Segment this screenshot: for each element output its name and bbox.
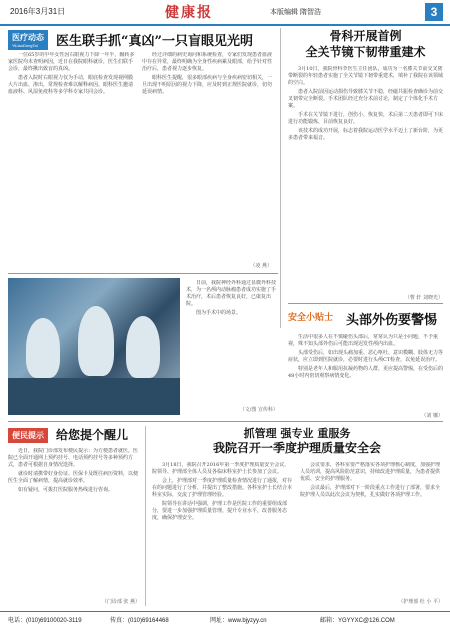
article1-headline: 医生联手抓“真凶”一只盲眼见光明 [56,34,253,49]
article4-para: 近日，我院门诊部发布便民提示：为方便患者就医，医院已全面开通网上预约挂号、电话预约挂号等多种预约方式，患者可根据自身情况选择。 [8,448,139,468]
photo-table [8,378,180,415]
article3-headline: 头部外伤要警惕 [346,313,438,328]
caption-author: （文/图 宣传科） [239,407,278,413]
masthead: 健康报 [165,5,213,21]
article4-para: 就诊时请携带好身份证、医保卡及既往病历资料，以便医生全面了解病情，提高就诊效率。 [8,471,139,484]
article2-headline-line2: 全关节镜下韧带重建术 [305,45,426,59]
article1-body-col2 [142,52,272,262]
column-divider [280,28,281,328]
article3-para: 特别是老年人和服用抗凝药物的人群，更应提高警惕，在受伤后的48小时内密切观察病情变化。 [288,366,443,379]
page-number: 3 [425,3,443,21]
article1-para: 患者入院时右眼视力仅为手动，眼底检查发现视网膜大片出血、渗出，常规检查难以解释病因。眼科医生邀请血液科、风湿免疫科等多学科专家共同会诊。 [8,75,134,95]
article1-author: （凌 燕） [250,263,272,269]
article5-para: 会上，护理部对一季度护理质量检查情况进行了通报，对存在的问题进行了分析，并提出了整改措施。各科室护士长结合本科室实际，交流了护理管理经验。 [152,478,292,498]
article5-para: 院领导在讲话中强调，护理工作是医院工作的重要组成部分，要进一步加强护理质量管理，提升专业水平，改善服务态度，确保护理安全。 [152,501,288,521]
page-header [0,0,450,26]
article5-author: （护理部 杜 小 平） [398,599,443,605]
section-divider [288,303,443,304]
article5-para: 会议最后，护理部对下一阶段重点工作进行了部署，要求全院护理人员以此次会议为契机，扎实做好各项护理工作。 [300,485,441,498]
article2-para: 该技术的成功开展，标志着我院运动医学水平迈上了新台阶，为更多患者带来福音。 [288,128,443,141]
photo-figure [78,306,114,376]
footer-fax: 传真：(010)69164468 [110,618,169,624]
article4-para: 如有疑问，可拨打医院服务热线进行咨询。 [18,487,114,493]
article2-author: （曹 轩 刘晓光） [404,295,443,301]
header-editor-info: 本版编辑 隋智浩 [270,9,321,16]
section-tag [8,30,48,50]
section-divider [8,273,278,274]
safety-tips-tag: 安全小贴士 [288,312,334,322]
article2-para: 手术在关节镜下进行，创伤小、恢复快，术后第二天患者即可下床进行功能锻炼，目前恢复良好。 [288,112,443,125]
article5-para: 会议要求，各科室要严格落实各项护理核心制度，加强护理人员培训，提高风险防范意识，持续改进护理质量，为患者提供优质、安全的护理服务。 [300,462,441,482]
article5-para: 3月18日，我院召开2016年第一季度护理质量安全会议，院领导、护理部全体人员及各临床科室护士长参加了会议。 [152,462,290,475]
article2-headline [288,28,443,60]
article1-para: 眼科医生提醒，很多眼部疾病与全身疾病密切相关，一旦出现不明原因的视力下降，应及时到正规医院就诊，切勿延误病情。 [142,75,272,95]
article5-body-col2 [300,462,443,592]
article3-author: （刘 娜） [421,413,443,419]
article5-headline-line1: 抓管理 强专业 重服务 [243,427,351,440]
caption-para: 日前，我院神经外科通过显微外科技术，为一名颅内动脉瘤患者成功实施了手术治疗，术后患者恢复良好，已康复出院。 [186,280,277,307]
caption-para: 图为手术中的场景。 [196,310,242,316]
article1-header [8,30,278,48]
convenience-tag: 便民提示 [8,428,48,443]
article2-headline-line1: 骨科开展首例 [329,29,402,43]
footer-email-link[interactable]: 邮箱：YGYYXC@126.COM [320,618,395,624]
article5-body-col1 [152,462,292,602]
article3-para: 头部受伤后，如出现头痛加重、恶心呕吐、意识模糊、肢体无力等症状，应立即到医院就诊，必要时进行头颅CT检查，以免延误治疗。 [288,350,443,363]
article1-para: 经过详细的病史询问和系统检查，专家们发现患者血液中存在异常，最终明确为全身性疾病累及眼部，给予针对性治疗后，患者视力逐步恢复。 [142,52,272,72]
article2-body [288,66,443,291]
article2-para: 患者入院前因运动损伤导致膝关节不稳，经磁共振检查确诊为前交叉韧带完全断裂。手术团队经过充分术前讨论，制定了个体化手术方案。 [288,89,443,109]
header-date: 2016年3月31日 [10,7,66,16]
article4-headline: 给您提个醒儿 [56,428,129,442]
article4-body [8,448,140,596]
section-tag-sub: YiLiaoDongTai [12,43,38,48]
article4-author: （门诊部 张 燕） [101,599,140,605]
footer-phone: 电话：(010)69100020-3119 [8,618,82,624]
article1-body-col1 [8,52,136,270]
footer-website-link[interactable]: 网址：www.bjyzyy.cn [210,618,267,624]
article3-para: 生活中很多人在不慎碰伤头部后，常常认为只是小问题，不予重视，殊不知头部外伤后可能出现迟发性颅内出血。 [288,334,439,347]
article3-header [288,308,443,330]
photo-figure [126,316,160,378]
article1-para: 一位65岁的中年女性因右眼视力下降一年半，辗转多家医院均未查明病因，近日在我院眼科就诊，医生们联手会诊，最终揪出致盲的真凶。 [8,52,135,72]
article2-para: 3月10日，我院骨科李医生主任团队，成功为一名膝关节前交叉韧带断裂的年轻患者实施了全关节镜下韧带重建术，填补了我院在该领域的空白。 [288,66,443,86]
page-footer [0,611,450,626]
surgery-photo [8,278,180,415]
section-divider [8,421,443,422]
article4-header [8,426,140,444]
article5-headline-line2: 我院召开一季度护理质量安全会 [212,441,381,455]
article3-body [288,334,443,412]
photo-figure [26,318,60,378]
photo-caption [186,280,278,404]
section-tag-label: 医疗动态 [12,33,44,42]
article5-headline [152,426,442,456]
column-divider [145,426,146,606]
